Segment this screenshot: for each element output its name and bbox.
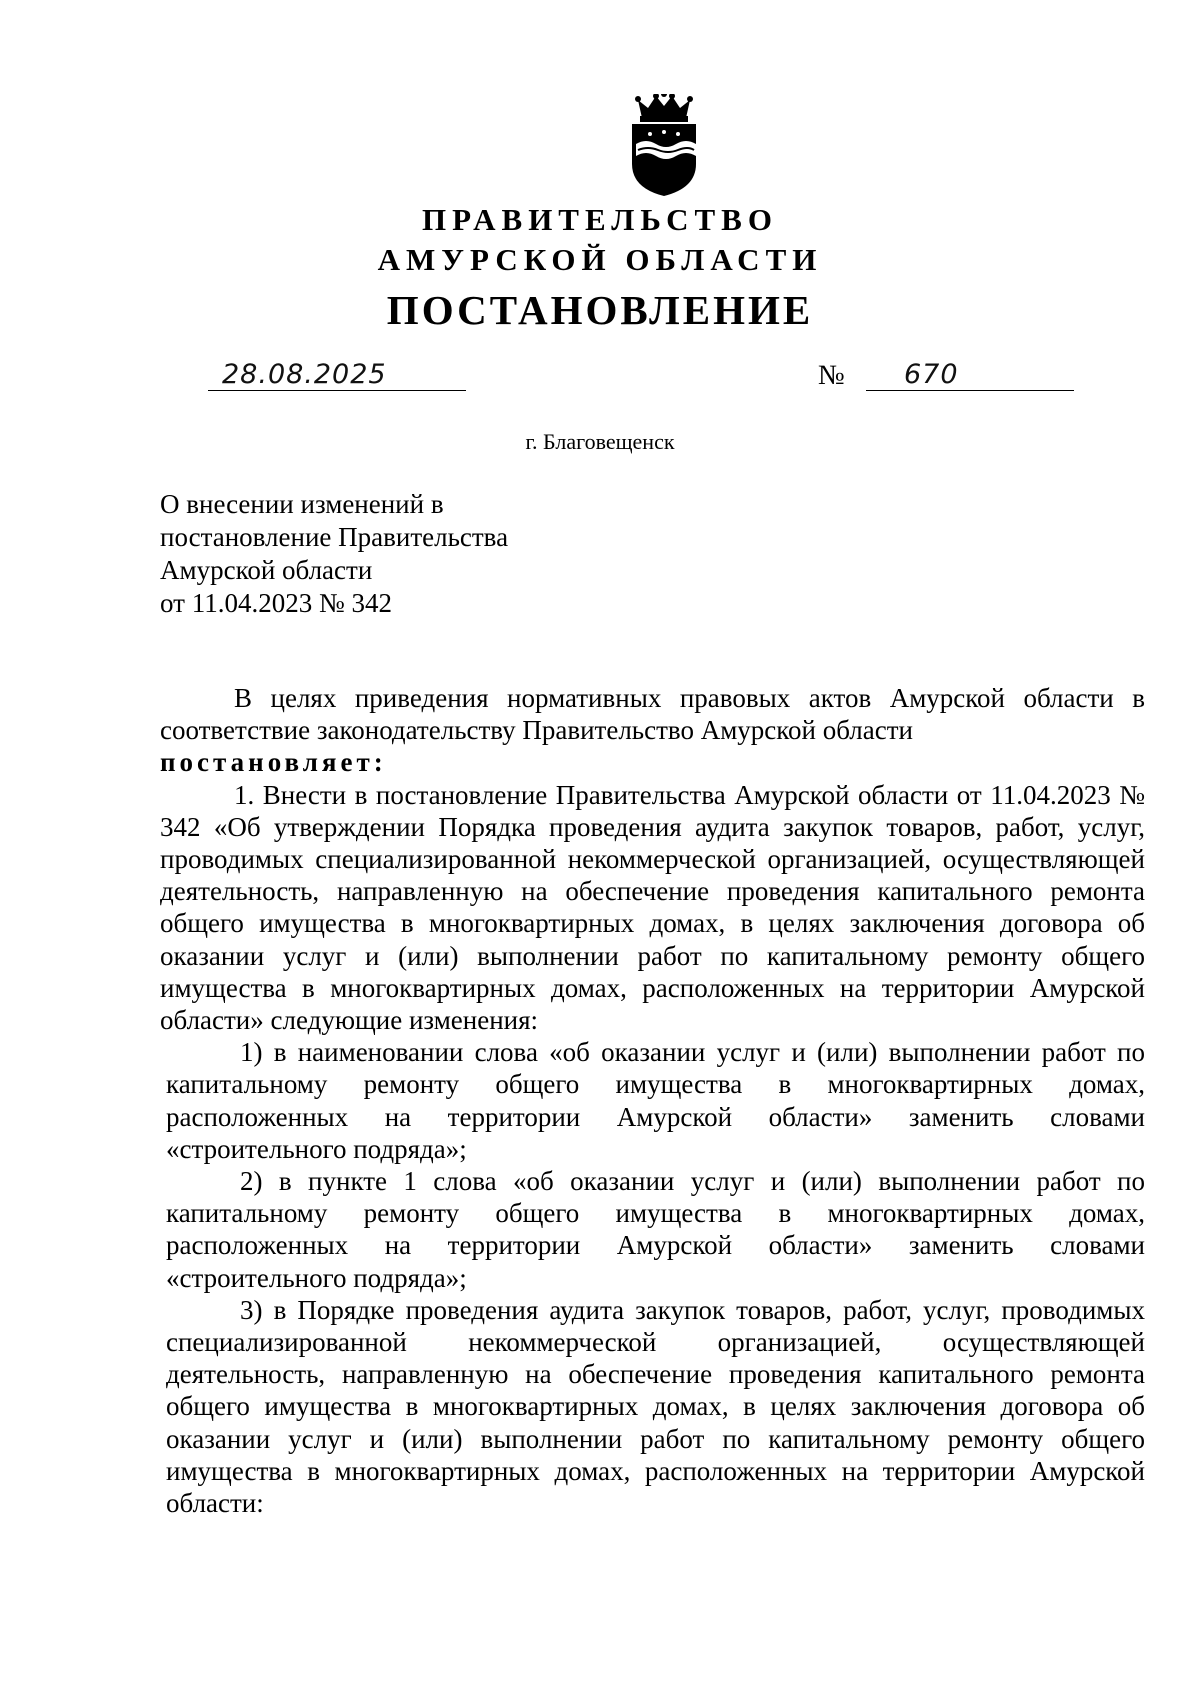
document-type-title: ПОСТАНОВЛЕНИЕ [386, 287, 814, 333]
subject-line: постановление Правительства [160, 522, 509, 552]
resolves-word: постановляет: [160, 747, 387, 778]
subject-line: Амурской области [160, 555, 373, 585]
organization-name [0, 200, 1200, 280]
number-sign: № [818, 360, 845, 391]
item-1-paragraph: 1. Внести в постановление Правительства Амурской области от 11.04.2023 № 342 «Об утверждении Порядка проведения аудита закупок товаров, работ, услуг, проводимых специализированной некоммерческой организацией, осуществляющей деятельность, направленную на обеспечение проведения капитального ремонта общего имущества в многоквартирных домах, в целях заключения договора об оказании услуг и (или) выполнении работ по капитальному ремонту общего имущества в многоквартирных домах, расположенных на территории Амурской области» следующие изменения: [160, 779, 1145, 1036]
organization-line-1: ПРАВИТЕЛЬСТВО [422, 202, 778, 237]
subitem-2-paragraph: 2) в пункте 1 слова «об оказании услуг и (или) выполнении работ по капитальному ремонту общего имущества в многоквартирных домах, расположенных на территории Амурской области» заменить словами «строительного подряда»; [166, 1166, 1145, 1293]
date-field [208, 358, 466, 391]
document-subject [160, 488, 508, 620]
handwritten-date: 28.08.2025 [222, 359, 387, 390]
subject-line: от 11.04.2023 № 342 [160, 588, 392, 618]
number-field [866, 358, 1074, 391]
subitem-1-paragraph: 1) в наименовании слова «об оказании услуг и (или) выполнении работ по капитальному ремонту общего имущества в многоквартирных домах, расположенных на территории Амурской области» заменить словами «строительного подряда»; [166, 1037, 1145, 1164]
coat-of-arms-icon [626, 94, 702, 198]
organization-line-2: АМУРСКОЙ ОБЛАСТИ [377, 242, 823, 277]
document-body [160, 682, 1145, 1519]
subject-line: О внесении изменений в [160, 489, 444, 519]
subitem-3-paragraph: 3) в Порядке проведения аудита закупок товаров, работ, услуг, проводимых специализированной некоммерческой организацией, осуществляющей деятельность, направленную на обеспечение проведения капитального ремонта общего имущества в многоквартирных домах, в целях заключения договора об оказании услуг и (или) выполнении работ по капитальному ремонту общего имущества в многоквартирных домах, расположенных на территории Амурской области: [166, 1294, 1145, 1519]
handwritten-number: 670 [904, 359, 959, 390]
city-name: г. Благовещенск [525, 429, 675, 454]
preamble-paragraph: В целях приведения нормативных правовых актов Амурской области в соответствие законодательству Правительство Амурской области [160, 683, 1145, 746]
